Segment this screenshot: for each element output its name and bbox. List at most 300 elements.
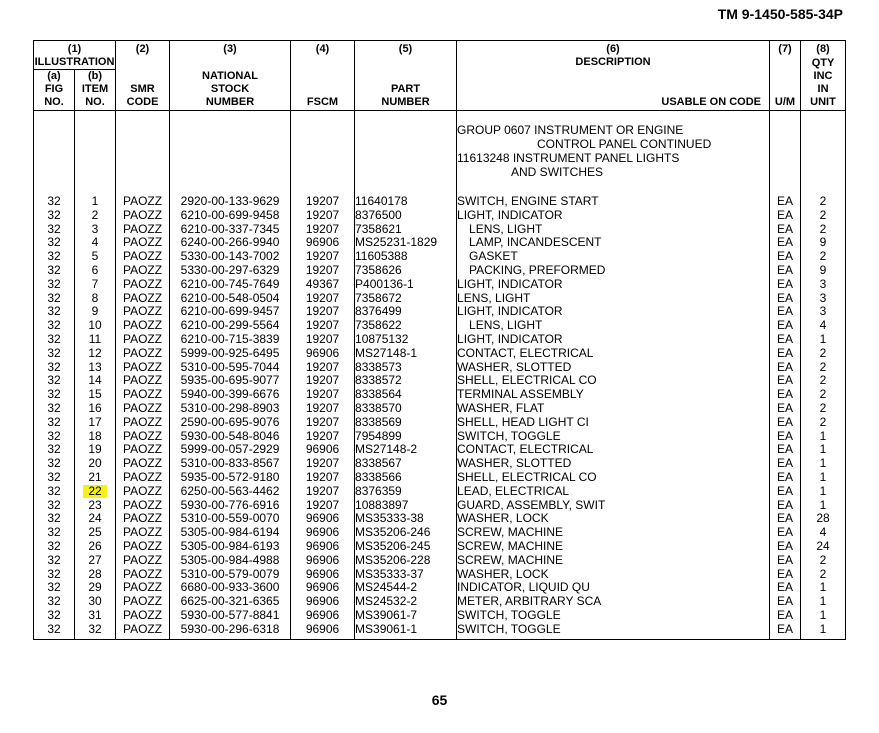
qty-cell-text: 2 xyxy=(819,195,827,208)
um-cell xyxy=(770,416,801,430)
description-cell xyxy=(457,264,770,278)
item-no-cell xyxy=(75,554,116,568)
um-cell-text: EA xyxy=(777,360,794,374)
um-cell-text: EA xyxy=(777,401,794,415)
um-cell xyxy=(770,374,801,388)
um-header: U/M xyxy=(770,96,801,109)
fscm-cell xyxy=(291,623,355,639)
qty-cell xyxy=(801,223,846,237)
part-number-cell-text: MS35206-246 xyxy=(355,526,431,540)
table-row xyxy=(34,388,846,402)
fscm-cell-text: 96906 xyxy=(305,539,340,553)
description-cell-text: PACKING, PREFORMED xyxy=(469,263,606,277)
part-number-cell xyxy=(355,581,457,595)
fscm-cell-text: 19207 xyxy=(305,429,340,443)
fscm-cell xyxy=(291,581,355,595)
nsn-cell xyxy=(170,347,291,361)
qty-cell xyxy=(801,278,846,292)
item-no-cell xyxy=(75,499,116,513)
nsn-cell xyxy=(170,554,291,568)
smr-code-cell xyxy=(116,568,170,582)
item-no-cell-text: 4 xyxy=(91,236,99,250)
part-number-cell-text: MS35206-228 xyxy=(355,553,431,567)
fscm-cell-text: 96906 xyxy=(305,608,340,622)
um-cell-text: EA xyxy=(777,222,794,236)
smr-code-cell xyxy=(116,512,170,526)
fscm-cell xyxy=(291,485,355,499)
smr-code-cell-text: PAOZZ xyxy=(122,470,163,484)
fscm-cell-text: 19207 xyxy=(305,263,340,277)
qty-cell-text: 2 xyxy=(819,567,827,581)
part-number-cell-text: MS24544-2 xyxy=(355,581,418,595)
fig-no-cell-text: 32 xyxy=(47,319,61,333)
nsn-cell-text: 5310-00-595-7044 xyxy=(180,360,280,374)
part-number-cell xyxy=(355,361,457,375)
description-cell xyxy=(457,374,770,388)
um-cell xyxy=(770,236,801,250)
part-number-cell-text: 8338573 xyxy=(355,360,402,374)
qty-cell xyxy=(801,388,846,402)
um-cell xyxy=(770,278,801,292)
nsn-cell-text: 5330-00-297-6329 xyxy=(180,263,280,277)
um-cell-text: EA xyxy=(777,539,794,553)
description-cell xyxy=(457,443,770,457)
smr-code-cell xyxy=(116,581,170,595)
nsn-cell-text: 5935-00-572-9180 xyxy=(180,470,280,484)
nsn-cell xyxy=(170,195,291,209)
um-cell xyxy=(770,292,801,306)
qty-cell xyxy=(801,374,846,388)
nsn-cell xyxy=(170,292,291,306)
table-row xyxy=(34,416,846,430)
qty-cell-text: 28 xyxy=(816,512,830,526)
item-no-cell xyxy=(75,292,116,306)
um-cell xyxy=(770,526,801,540)
description-cell xyxy=(457,347,770,361)
fig-no-cell xyxy=(34,554,75,568)
fig-no-cell-text: 32 xyxy=(47,526,61,540)
fig-no-cell xyxy=(34,457,75,471)
nsn-header-line1: NATIONAL xyxy=(170,70,291,84)
description-cell-text: LIGHT, INDICATOR xyxy=(457,332,563,346)
fig-no-cell-text: 32 xyxy=(47,622,61,636)
table-row xyxy=(34,595,846,609)
table-row xyxy=(34,581,846,595)
item-no-cell xyxy=(75,305,116,319)
um-cell xyxy=(770,319,801,333)
qty-cell xyxy=(801,305,846,319)
item-no-cell-text: 8 xyxy=(91,291,99,305)
part-number-cell xyxy=(355,250,457,264)
qty-cell xyxy=(801,416,846,430)
fig-no-cell xyxy=(34,540,75,554)
nsn-cell-text: 5310-00-298-8903 xyxy=(180,401,280,415)
smr-code-cell xyxy=(116,499,170,513)
smr-code-cell-text: PAOZZ xyxy=(122,622,163,636)
nsn-cell xyxy=(170,223,291,237)
nsn-cell-text: 6210-00-699-9457 xyxy=(180,305,280,319)
illustration-header: ILLUSTRATION xyxy=(34,56,115,68)
fig-no-cell xyxy=(34,609,75,623)
item-letter-header: (b) xyxy=(75,70,116,84)
part-number-cell xyxy=(355,554,457,568)
table-header xyxy=(34,41,846,111)
fig-no-cell-text: 32 xyxy=(47,553,61,567)
part-number-cell xyxy=(355,540,457,554)
part-number-cell-text: 8338567 xyxy=(355,457,402,471)
um-cell xyxy=(770,430,801,444)
fscm-cell-text: 19207 xyxy=(305,195,340,208)
nsn-cell xyxy=(170,278,291,292)
um-cell xyxy=(770,485,801,499)
part-number-cell xyxy=(355,278,457,292)
fscm-cell xyxy=(291,347,355,361)
um-cell-text: EA xyxy=(777,346,794,360)
fig-no-cell-text: 32 xyxy=(47,346,61,360)
smr-code-cell-text: PAOZZ xyxy=(122,222,163,236)
qty-cell xyxy=(801,554,846,568)
smr-code-cell-text: PAOZZ xyxy=(122,250,163,264)
smr-code-cell-text: PAOZZ xyxy=(122,429,163,443)
um-cell-text: EA xyxy=(777,553,794,567)
part-number-cell-text: 8376359 xyxy=(355,484,402,498)
part-number-cell-text: 8338564 xyxy=(355,388,402,402)
um-cell-text: EA xyxy=(777,622,794,636)
description-cell-text: SWITCH, TOGGLE xyxy=(457,608,561,622)
fscm-cell-text: 19207 xyxy=(305,250,340,264)
um-cell-text: EA xyxy=(777,595,794,609)
smr-code-cell xyxy=(116,595,170,609)
nsn-cell xyxy=(170,568,291,582)
nsn-cell xyxy=(170,374,291,388)
item-no-cell-text: 24 xyxy=(88,512,102,526)
item-no-cell xyxy=(75,402,116,416)
nsn-cell xyxy=(170,540,291,554)
fscm-cell xyxy=(291,264,355,278)
fig-no-cell xyxy=(34,319,75,333)
part-col-number: (5) xyxy=(355,41,457,57)
nsn-cell-text: 6210-00-299-5564 xyxy=(180,319,280,333)
item-no-header: NO. xyxy=(75,96,116,109)
table-row xyxy=(34,305,846,319)
item-no-cell-text: 16 xyxy=(88,401,102,415)
part-number-cell xyxy=(355,485,457,499)
fig-letter-header: (a) xyxy=(34,70,75,84)
fig-no-cell-text: 32 xyxy=(47,401,61,415)
item-no-cell-text: 13 xyxy=(88,360,102,374)
smr-code-cell xyxy=(116,609,170,623)
qty-cell xyxy=(801,526,846,540)
description-cell-text: WASHER, LOCK xyxy=(457,512,549,526)
nsn-col-number: (3) xyxy=(170,41,291,57)
item-no-cell-text: 10 xyxy=(88,319,102,333)
item-no-cell xyxy=(75,195,116,209)
um-cell-text: EA xyxy=(777,512,794,526)
description-cell xyxy=(457,512,770,526)
description-cell-text: LAMP, INCANDESCENT xyxy=(469,236,602,250)
um-cell-text: EA xyxy=(777,567,794,581)
um-cell-text: EA xyxy=(777,291,794,305)
um-cell-text: EA xyxy=(777,374,794,388)
description-cell-text: INDICATOR, LIQUID QU xyxy=(457,581,590,595)
description-cell xyxy=(457,278,770,292)
description-cell-text: CONTACT, ELECTRICAL xyxy=(457,346,594,360)
fscm-cell xyxy=(291,540,355,554)
page-number: 65 xyxy=(431,692,448,708)
smr-code-cell xyxy=(116,526,170,540)
item-no-cell-text: 25 xyxy=(88,526,102,540)
part-number-cell xyxy=(355,305,457,319)
um-cell xyxy=(770,195,801,209)
part-number-cell-text: MS35333-38 xyxy=(355,512,424,526)
table-row xyxy=(34,402,846,416)
fig-no-cell-text: 32 xyxy=(47,263,61,277)
fig-no-cell-text: 32 xyxy=(47,277,61,291)
fig-no-cell xyxy=(34,568,75,582)
fscm-cell xyxy=(291,499,355,513)
qty-cell-text: 1 xyxy=(819,470,827,484)
qty-cell xyxy=(801,319,846,333)
table-row xyxy=(34,347,846,361)
smr-code-cell xyxy=(116,388,170,402)
part-number-cell xyxy=(355,471,457,485)
description-cell xyxy=(457,554,770,568)
qty-cell xyxy=(801,402,846,416)
item-no-cell xyxy=(75,361,116,375)
nsn-cell-text: 6240-00-266-9940 xyxy=(180,236,280,250)
item-no-cell-text: 18 xyxy=(88,429,102,443)
fscm-cell xyxy=(291,195,355,209)
item-header: ITEM xyxy=(75,83,116,96)
nsn-cell-text: 5999-00-057-2929 xyxy=(180,443,280,457)
table-row xyxy=(34,209,846,223)
fscm-cell-text: 96906 xyxy=(305,512,340,526)
table-row xyxy=(34,457,846,471)
nsn-cell-text: 6680-00-933-3600 xyxy=(180,581,280,595)
qty-cell-text: 1 xyxy=(819,622,827,636)
fscm-cell-text: 19207 xyxy=(305,484,340,498)
document-id: TM 9-1450-585-34P xyxy=(717,6,843,22)
description-cell xyxy=(457,526,770,540)
fscm-cell xyxy=(291,595,355,609)
description-cell xyxy=(457,471,770,485)
nsn-cell-text: 5310-00-833-8567 xyxy=(180,457,280,471)
fig-no-cell-text: 32 xyxy=(47,388,61,402)
highlighted-item-number: 22 xyxy=(83,485,106,498)
um-cell-text: EA xyxy=(777,457,794,471)
um-col-number: (7) xyxy=(770,41,801,57)
table-row xyxy=(34,568,846,582)
fscm-cell-text: 96906 xyxy=(305,553,340,567)
smr-code-cell-text: PAOZZ xyxy=(122,608,163,622)
description-cell-text: LENS, LIGHT xyxy=(457,291,531,305)
smr-code-cell-text: PAOZZ xyxy=(122,346,163,360)
nsn-cell xyxy=(170,609,291,623)
nsn-cell xyxy=(170,402,291,416)
item-no-cell-text: 7 xyxy=(91,277,99,291)
um-cell xyxy=(770,554,801,568)
qty-cell-text: 2 xyxy=(819,222,827,236)
part-number-cell-text: 8376500 xyxy=(355,208,402,222)
fig-header: FIG xyxy=(34,83,75,96)
table-row xyxy=(34,292,846,306)
nsn-cell-text: 5305-00-984-4988 xyxy=(180,553,280,567)
part-number-cell-text: MS35333-37 xyxy=(355,567,424,581)
table-row xyxy=(34,499,846,513)
fig-no-cell xyxy=(34,416,75,430)
um-cell-text: EA xyxy=(777,388,794,402)
um-cell xyxy=(770,609,801,623)
um-cell-text: EA xyxy=(777,498,794,512)
item-no-cell-text: 23 xyxy=(88,498,102,512)
nsn-cell xyxy=(170,361,291,375)
fig-no-cell xyxy=(34,485,75,499)
um-cell-text: EA xyxy=(777,443,794,457)
fig-no-cell xyxy=(34,512,75,526)
fscm-cell xyxy=(291,512,355,526)
qty-cell xyxy=(801,499,846,513)
fig-no-cell xyxy=(34,499,75,513)
nsn-cell xyxy=(170,236,291,250)
nsn-cell xyxy=(170,305,291,319)
part-number-cell xyxy=(355,223,457,237)
description-cell-text: SWITCH, TOGGLE xyxy=(457,622,561,636)
fscm-cell-text: 96906 xyxy=(305,622,340,636)
fscm-cell-text: 19207 xyxy=(305,360,340,374)
part-number-cell-text: 8338569 xyxy=(355,415,402,429)
qty-cell-text: 1 xyxy=(819,332,827,346)
fscm-cell xyxy=(291,388,355,402)
part-number-cell-text: 10875132 xyxy=(355,332,409,346)
part-number-cell-text: 8338566 xyxy=(355,470,402,484)
qty-cell-text: 1 xyxy=(819,498,827,512)
part-number-cell-text: 10883897 xyxy=(355,498,409,512)
smr-code-cell xyxy=(116,195,170,209)
fscm-cell xyxy=(291,471,355,485)
fscm-cell xyxy=(291,209,355,223)
item-no-cell-text: 15 xyxy=(88,388,102,402)
fig-no-cell xyxy=(34,347,75,361)
part-number-cell-text: 7358626 xyxy=(355,263,402,277)
qty-cell-text: 1 xyxy=(819,595,827,609)
smr-code-cell-text: PAOZZ xyxy=(122,263,163,277)
description-cell-text: SCREW, MACHINE xyxy=(457,526,564,540)
fig-no-cell xyxy=(34,623,75,639)
qty-cell xyxy=(801,292,846,306)
item-no-cell-text: 12 xyxy=(88,346,102,360)
um-cell xyxy=(770,209,801,223)
fscm-cell-text: 19207 xyxy=(305,332,340,346)
qty-cell xyxy=(801,540,846,554)
description-cell-text: CONTACT, ELECTRICAL xyxy=(457,443,594,457)
fscm-cell-text: 19207 xyxy=(305,401,340,415)
part-number-cell-text: 11605388 xyxy=(355,250,408,264)
smr-code-cell xyxy=(116,305,170,319)
item-no-cell xyxy=(75,319,116,333)
desc-col-number: (6) xyxy=(457,41,770,57)
fig-no-cell-text: 32 xyxy=(47,374,61,388)
nsn-cell xyxy=(170,443,291,457)
um-cell-text: EA xyxy=(777,608,794,622)
qty-cell xyxy=(801,209,846,223)
item-no-cell-text: 28 xyxy=(88,567,102,581)
part-header-line2: NUMBER xyxy=(355,96,457,109)
part-number-cell-text: P400136-1 xyxy=(355,277,414,291)
item-no-cell-text: 32 xyxy=(88,622,102,636)
part-number-cell xyxy=(355,195,457,209)
um-cell xyxy=(770,223,801,237)
fscm-cell xyxy=(291,333,355,347)
nsn-cell-text: 6250-00-563-4462 xyxy=(180,484,280,498)
item-no-cell xyxy=(75,595,116,609)
fscm-cell xyxy=(291,305,355,319)
fscm-cell xyxy=(291,319,355,333)
fig-no-cell xyxy=(34,581,75,595)
um-cell xyxy=(770,388,801,402)
item-no-cell xyxy=(75,443,116,457)
item-no-cell-text: 19 xyxy=(88,443,102,457)
part-number-cell xyxy=(355,319,457,333)
illustration-col-number: (1) xyxy=(34,41,116,57)
um-cell xyxy=(770,305,801,319)
part-number-cell xyxy=(355,402,457,416)
smr-code-cell-text: PAOZZ xyxy=(122,415,163,429)
group-heading-line3: 11613248 INSTRUMENT PANEL LIGHTS xyxy=(457,151,770,165)
table-row xyxy=(34,319,846,333)
table-row xyxy=(34,374,846,388)
description-cell-text: WASHER, LOCK xyxy=(457,567,549,581)
smr-code-cell-text: PAOZZ xyxy=(122,539,163,553)
nsn-cell xyxy=(170,209,291,223)
um-cell-text: EA xyxy=(777,581,794,595)
item-no-cell xyxy=(75,540,116,554)
item-no-cell xyxy=(75,581,116,595)
qty-cell-text: 2 xyxy=(819,553,827,567)
group-heading-line2: CONTROL PANEL CONTINUED xyxy=(537,137,712,151)
fscm-cell xyxy=(291,609,355,623)
nsn-cell-text: 2920-00-133-9629 xyxy=(180,195,280,208)
description-cell-text: METER, ARBITRARY SCA xyxy=(457,595,602,609)
item-no-cell xyxy=(75,374,116,388)
fig-no-cell xyxy=(34,402,75,416)
table-row xyxy=(34,609,846,623)
qty-cell xyxy=(801,595,846,609)
fig-no-cell xyxy=(34,223,75,237)
qty-cell xyxy=(801,623,846,639)
fscm-cell xyxy=(291,430,355,444)
um-cell-text: EA xyxy=(777,429,794,443)
smr-code-cell xyxy=(116,236,170,250)
fig-no-cell-text: 32 xyxy=(47,567,61,581)
part-number-cell xyxy=(355,595,457,609)
nsn-cell-text: 5310-00-579-0079 xyxy=(180,567,280,581)
fig-no-cell xyxy=(34,278,75,292)
fscm-cell xyxy=(291,292,355,306)
description-cell xyxy=(457,595,770,609)
part-number-cell-text: MS27148-2 xyxy=(355,443,418,457)
qty-cell-text: 2 xyxy=(819,388,827,402)
part-number-cell xyxy=(355,609,457,623)
smr-code-cell xyxy=(116,347,170,361)
qty-cell-text: 2 xyxy=(819,374,827,388)
item-no-cell xyxy=(75,347,116,361)
part-number-cell xyxy=(355,512,457,526)
um-cell-text: EA xyxy=(777,195,794,208)
fig-no-cell-text: 32 xyxy=(47,360,61,374)
qty-cell-text: 24 xyxy=(816,539,830,553)
smr-code-cell-text: PAOZZ xyxy=(122,567,163,581)
item-no-cell-text: 2 xyxy=(91,208,99,222)
